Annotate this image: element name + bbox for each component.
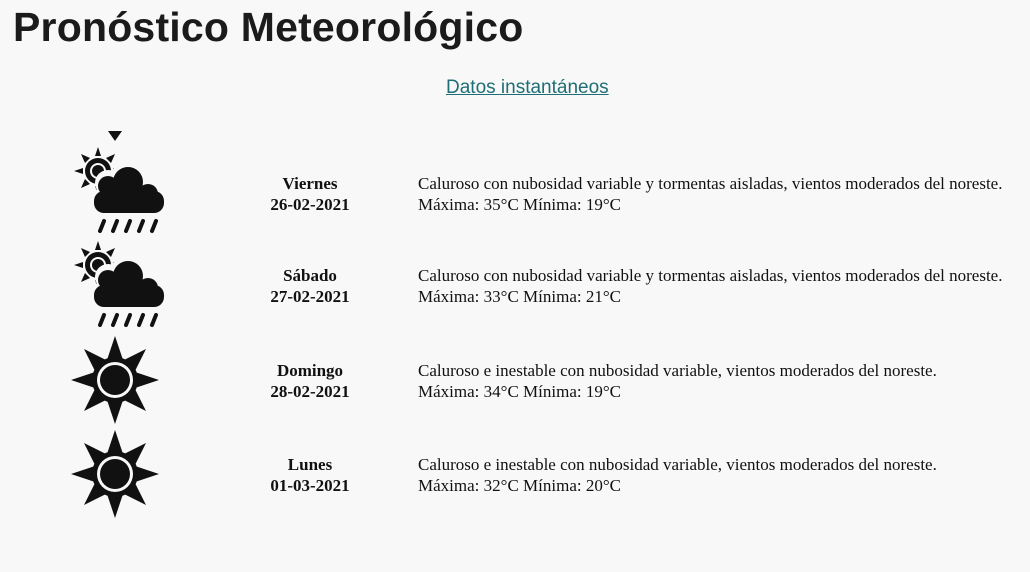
instant-data-link[interactable]: Datos instantáneos bbox=[446, 77, 609, 98]
description-text: Caluroso con nubosidad variable y tormentas aisladas, vientos moderados del noreste. bbox=[418, 174, 1003, 193]
forecast-description bbox=[418, 265, 1030, 307]
day-date: 01-03-2021 bbox=[270, 476, 350, 495]
sun-cloud-rain-icon bbox=[60, 235, 170, 329]
max-temp: 33°C bbox=[483, 287, 519, 306]
day-cell bbox=[250, 454, 370, 496]
max-label: Máxima: bbox=[418, 287, 480, 306]
min-temp: 19°C bbox=[585, 382, 621, 401]
day-cell bbox=[250, 265, 370, 307]
day-cell bbox=[250, 360, 370, 402]
min-label: Mínima: bbox=[523, 287, 582, 306]
forecast-description bbox=[418, 173, 1030, 215]
sun-icon bbox=[60, 427, 170, 521]
temperature-line bbox=[418, 286, 1030, 307]
min-temp: 19°C bbox=[585, 195, 621, 214]
day-date: 26-02-2021 bbox=[270, 195, 350, 214]
max-label: Máxima: bbox=[418, 476, 480, 495]
description-text: Caluroso con nubosidad variable y tormentas aisladas, vientos moderados del noreste. bbox=[418, 266, 1003, 285]
day-cell bbox=[250, 173, 370, 215]
day-name: Domingo bbox=[276, 361, 344, 380]
caret-down-icon bbox=[108, 131, 122, 141]
forecast-row bbox=[0, 235, 1030, 329]
page-title: Pronóstico Meteorológico bbox=[13, 4, 524, 50]
description-text: Caluroso e inestable con nubosidad variable, vientos moderados del noreste. bbox=[418, 455, 937, 474]
day-name: Lunes bbox=[287, 455, 333, 474]
temperature-line bbox=[418, 381, 1030, 402]
max-temp: 32°C bbox=[483, 476, 519, 495]
sun-icon bbox=[60, 333, 170, 427]
max-label: Máxima: bbox=[418, 195, 480, 214]
max-temp: 34°C bbox=[483, 382, 519, 401]
day-name: Viernes bbox=[282, 174, 338, 193]
min-temp: 21°C bbox=[585, 287, 621, 306]
day-name: Sábado bbox=[283, 266, 337, 285]
min-temp: 20°C bbox=[585, 476, 621, 495]
forecast-description bbox=[418, 454, 1030, 496]
forecast-row bbox=[0, 427, 1030, 521]
min-label: Mínima: bbox=[523, 382, 582, 401]
max-label: Máxima: bbox=[418, 382, 480, 401]
day-date: 28-02-2021 bbox=[270, 382, 350, 401]
min-label: Mínima: bbox=[523, 195, 582, 214]
description-text: Caluroso e inestable con nubosidad variable, vientos moderados del noreste. bbox=[418, 361, 937, 380]
temperature-line bbox=[418, 194, 1030, 215]
forecast-description bbox=[418, 360, 1030, 402]
min-label: Mínima: bbox=[523, 476, 582, 495]
max-temp: 35°C bbox=[483, 195, 519, 214]
forecast-row bbox=[0, 141, 1030, 235]
day-date: 27-02-2021 bbox=[270, 287, 350, 306]
sun-cloud-rain-icon bbox=[60, 141, 170, 235]
forecast-row bbox=[0, 333, 1030, 427]
temperature-line bbox=[418, 475, 1030, 496]
